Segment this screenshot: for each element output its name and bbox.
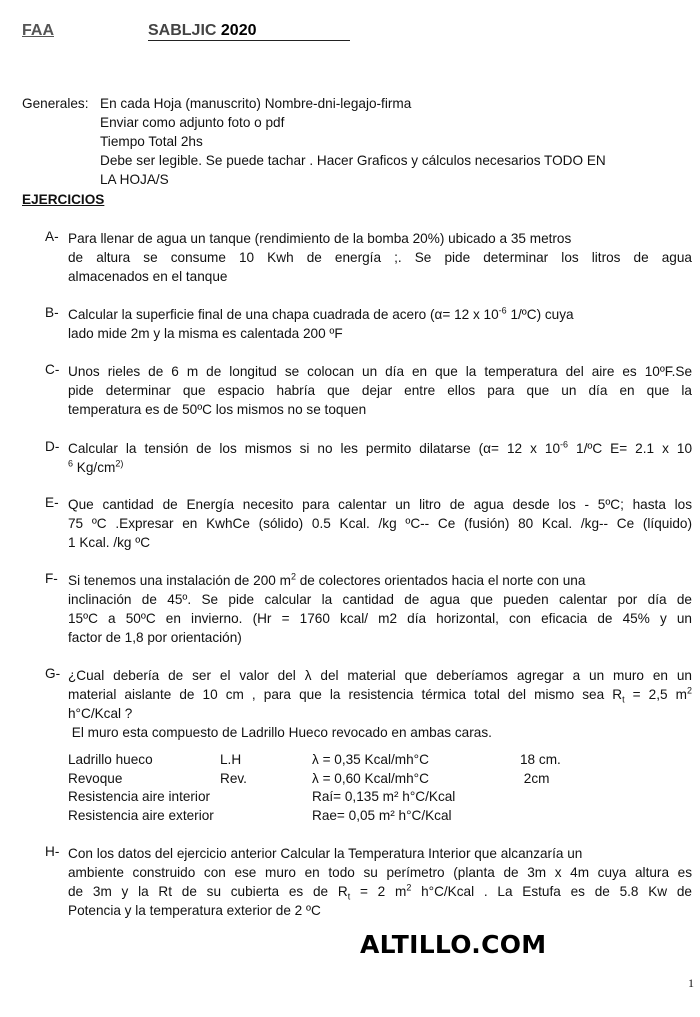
text-segment: Que cantidad de Energía necesito para calentar un litro de agua desde los - 5ºC; hasta los [68, 497, 692, 512]
table-cell: Rev. [220, 770, 247, 786]
text-segment: material aislante de 10 cm , para que la resistencia térmica total del mismo sea R [68, 687, 623, 702]
subscript: t [622, 694, 625, 705]
text-segment: Calcular la superficie final de una chapa cuadrada de acero (α= 12 x 10 [68, 307, 499, 322]
text-segment: Con los datos del ejercicio anterior Calcular la Temperatura Interior que alcanzaría un [68, 846, 583, 861]
exercise-line [68, 882, 692, 901]
superscript: 2 [406, 882, 412, 893]
exercise-line [68, 514, 692, 533]
text-segment: 75 ºC .Expresar en KwhCe (sólido) 0.5 Kcal. /kg ºC-- Ce (fusión) 80 Kcal. /kg-- Ce (líquido) [68, 516, 692, 531]
exercise-label: B- [45, 305, 59, 320]
exercise-line [68, 844, 692, 863]
header-year: 2020 [220, 22, 257, 39]
header-course: FAA [22, 22, 54, 39]
text-segment: de 3m y la Rt de su cubierta es de R [68, 884, 348, 899]
table-cell: Resistencia aire exterior [68, 807, 214, 823]
watermark-logo: ALTILLO.COM [360, 930, 547, 959]
text-segment: de colectores orientados hacia el norte con una [295, 573, 586, 588]
table-cell: Raí= 0,135 m² h°C/Kcal [312, 789, 456, 804]
text-segment: h°C/Kcal ? [68, 706, 133, 721]
table-row [68, 770, 628, 789]
exercise-line [68, 723, 692, 742]
text-segment: h°C/Kcal . La Estufa es de 5.8 Kw de [411, 884, 692, 899]
exercise-line [68, 305, 692, 324]
table-cell: Revoque [68, 770, 123, 786]
text-segment: lado mide 2m y la misma es calentada 200 ºF [68, 326, 343, 341]
subscript: t [347, 891, 351, 902]
generales-line: LA HOJA/S [100, 172, 169, 187]
table-cell: 18 cm. [520, 752, 561, 767]
text-segment: 1/ºC E= 2.1 x 10 [568, 441, 693, 456]
exercise-line [68, 590, 692, 609]
exercise-line [68, 628, 692, 647]
superscript: 6 [68, 458, 74, 469]
exercise-line [68, 704, 692, 723]
exercise-line [68, 533, 692, 552]
table-row [68, 807, 628, 826]
text-segment: de altura se consume 10 Kwh de energía ;. Se pide determinar los litros de agua [68, 250, 692, 265]
table-cell: Rae= 0,05 m² h°C/Kcal [312, 807, 452, 823]
text-segment: Kg/cm [73, 460, 116, 475]
table-row [68, 788, 628, 807]
superscript: 2 [686, 685, 692, 696]
exercise-line [68, 400, 692, 419]
exercise-label: H- [45, 844, 60, 859]
exercise-line [68, 863, 692, 882]
text-segment: temperatura es de 50ºC los mismos no se toquen [68, 402, 367, 417]
exercise-label: F- [45, 571, 58, 586]
text-segment: = 2 m [350, 884, 407, 899]
table-cell: 2cm [520, 770, 550, 786]
header-title [148, 22, 350, 41]
generales-line: Tiempo Total 2hs [100, 134, 203, 149]
generales-line: En cada Hoja (manuscrito) Nombre-dni-legajo-firma [100, 96, 412, 111]
exercise-line [68, 381, 692, 400]
exercise-label: A- [45, 229, 59, 244]
table-cell: L.H [220, 752, 242, 767]
text-segment: 1 Kcal. /kg ºC [68, 535, 151, 550]
exercise-line [68, 666, 692, 685]
superscript: 2 [290, 571, 296, 582]
page-number: 1 [688, 976, 694, 990]
text-segment: factor de 1,8 por orientación) [68, 630, 242, 645]
text-segment: Potencia y la temperatura exterior de 2 ºC [68, 903, 321, 918]
section-title: EJERCICIOS [22, 192, 105, 207]
text-segment: = 2,5 m [624, 687, 687, 702]
exercise-line [68, 248, 692, 267]
table-row [68, 751, 628, 770]
exercise-line [68, 609, 692, 628]
generales-label: Generales: [22, 96, 89, 111]
text-segment: El muro esta compuesto de Ladrillo Hueco revocado en ambas caras. [68, 725, 492, 740]
materials-table [68, 751, 628, 825]
table-cell: Resistencia aire interior [68, 789, 211, 804]
exercise-label: E- [45, 495, 59, 510]
exercise-line [68, 571, 692, 590]
exercise-line [68, 458, 692, 477]
text-segment: inclinación de 45º. Se pide calcular la cantidad de agua que pueden calentar por día de [68, 592, 692, 607]
exercise-line [68, 362, 692, 381]
superscript: -6 [498, 305, 507, 316]
exercise-label: D- [45, 439, 60, 454]
table-cell: λ = 0,60 Kcal/mh°C [312, 770, 429, 786]
superscript: 2) [115, 458, 124, 469]
text-segment: ¿Cual debería de ser el valor del λ del material que deberíamos agregar a un muro en un [68, 668, 692, 683]
text-segment: Si tenemos una instalación de 200 m [68, 573, 291, 588]
header-name: SABLJIC [148, 22, 217, 39]
exercise-line [68, 439, 692, 458]
text-segment: Unos rieles de 6 m de longitud se colocan un día en que la temperatura del aire es 10ºF.Se [68, 364, 692, 379]
table-cell: λ = 0,35 Kcal/mh°C [312, 752, 429, 767]
generales-line: Enviar como adjunto foto o pdf [100, 115, 285, 130]
exercise-line [68, 267, 692, 286]
table-cell: Ladrillo hueco [68, 752, 153, 767]
exercise-line [68, 685, 692, 704]
text-segment: Para llenar de agua un tanque (rendimiento de la bomba 20%) ubicado a 35 metros [68, 231, 572, 246]
generales-line: Debe ser legible. Se puede tachar . Hacer Graficos y cálculos necesarios TODO EN [100, 153, 606, 168]
exercise-label: G- [45, 666, 61, 681]
exercise-line [68, 324, 692, 343]
exercise-line [68, 229, 692, 248]
text-segment: almacenados en el tanque [68, 269, 228, 284]
exercise-line [68, 901, 692, 920]
text-segment: Calcular la tensión de los mismos si no les permito dilatarse (α= 12 x 10 [68, 441, 561, 456]
text-segment: 1/ºC) cuya [506, 307, 574, 322]
text-segment: ambiente construido con ese muro en todo su perímetro (planta de 3m x 4m cuya altura es [68, 865, 692, 880]
text-segment: 15ºC a 50ºC en invierno. (Hr = 1760 kcal/ m2 día horizontal, con eficacia de 45% y un [68, 611, 692, 626]
exercise-label: C- [45, 362, 60, 377]
text-segment: pide determinar que espacio habría que dejar entre ellos para que un día en que la [68, 383, 692, 398]
superscript: -6 [560, 439, 569, 450]
exercise-line [68, 495, 692, 514]
